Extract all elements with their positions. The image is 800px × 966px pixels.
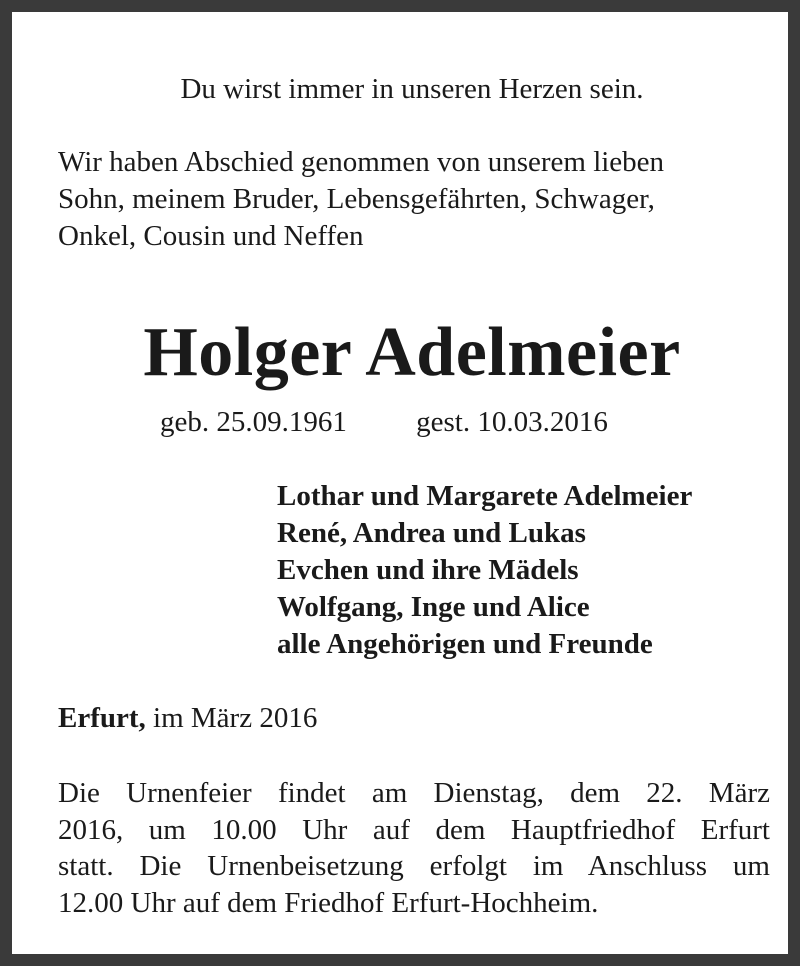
mourner-line: alle Angehörigen und Freunde [277, 628, 653, 660]
death-date: gest. 10.03.2016 [416, 406, 608, 438]
intro-line: Onkel, Cousin und Neffen [58, 220, 364, 252]
intro-line: Sohn, meinem Bruder, Lebensgefährten, Schwager, [58, 183, 655, 215]
mourners-list [277, 478, 692, 663]
ceremony-line: 2016, um 10.00 Uhr auf dem Hauptfriedhof Erfurt [58, 813, 770, 846]
deceased-name: Holger Adelmeier [143, 314, 681, 391]
mourner-line: Lothar und Margarete Adelmeier [277, 480, 693, 512]
ceremony-line: Die Urnenfeier findet am Dienstag, dem 22. März [58, 777, 770, 809]
mourner-line: Evchen und ihre Mädels [277, 554, 579, 586]
birth-date: geb. 25.09.1961 [160, 406, 347, 438]
mourner-line: René, Andrea und Lukas [277, 517, 586, 549]
ceremony-line: statt. Die Urnenbeisetzung erfolgt im Anschluss um [58, 850, 770, 882]
intro-text [58, 144, 773, 255]
place-and-date [58, 700, 317, 736]
ceremony-notice [58, 775, 770, 921]
motto: Du wirst immer in unseren Herzen sein. [180, 73, 644, 105]
ceremony-line: 12.00 Uhr auf dem Friedhof Erfurt-Hochheim. [58, 886, 599, 919]
mourner-line: Wolfgang, Inge und Alice [277, 591, 590, 623]
place-name: Erfurt, [58, 702, 146, 734]
intro-line: Wir haben Abschied genommen von unserem lieben [58, 146, 665, 178]
life-dates [160, 404, 608, 440]
place-date: im März 2016 [145, 702, 318, 734]
